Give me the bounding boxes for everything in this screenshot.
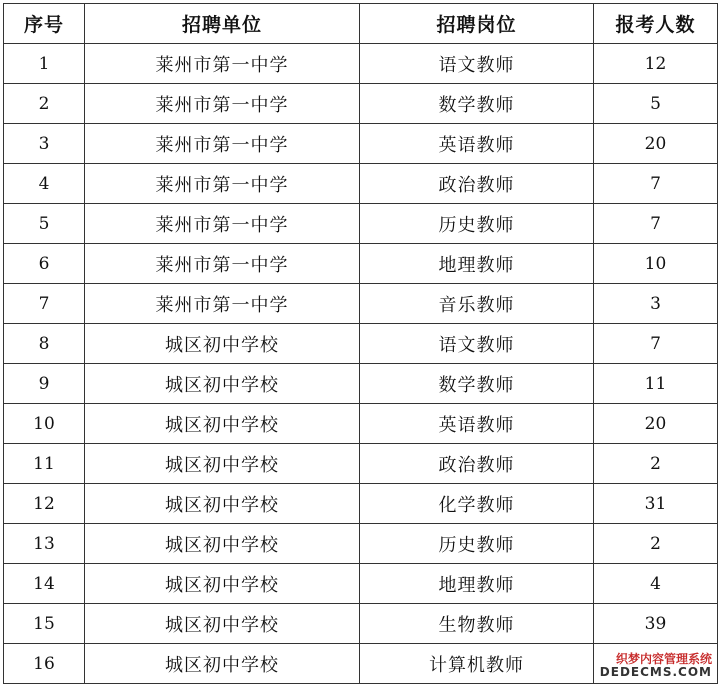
table-row (4, 164, 718, 204)
cell-recruiting-position: 历史教师 (360, 524, 594, 564)
table-row (4, 284, 718, 324)
cell-recruiting-unit: 莱州市第一中学 (85, 164, 360, 204)
cell-serial-number: 15 (4, 604, 85, 644)
cell-serial-number: 14 (4, 564, 85, 604)
cell-recruiting-position: 地理教师 (360, 244, 594, 284)
cell-recruiting-position: 计算机教师 (360, 644, 594, 684)
table-body (4, 44, 718, 684)
cell-applicant-count: 39 (594, 604, 718, 644)
cell-recruiting-unit: 城区初中学校 (85, 444, 360, 484)
table-row (4, 484, 718, 524)
cell-applicant-count: 31 (594, 484, 718, 524)
cell-serial-number: 10 (4, 404, 85, 444)
cell-applicant-count: 10 (594, 244, 718, 284)
header-recruiting-unit: 招聘单位 (85, 4, 360, 44)
cell-serial-number: 3 (4, 124, 85, 164)
cell-applicant-count: 5 (594, 84, 718, 124)
cell-recruiting-unit: 城区初中学校 (85, 604, 360, 644)
cell-applicant-count: 3 (594, 284, 718, 324)
cell-recruiting-position: 英语教师 (360, 404, 594, 444)
cell-recruiting-unit: 莱州市第一中学 (85, 44, 360, 84)
cell-serial-number: 5 (4, 204, 85, 244)
watermark-logo (600, 653, 712, 679)
cell-serial-number: 13 (4, 524, 85, 564)
table-row (4, 204, 718, 244)
cell-recruiting-position: 生物教师 (360, 604, 594, 644)
table-row (4, 84, 718, 124)
table-row (4, 444, 718, 484)
cell-applicant-count: 12 (594, 44, 718, 84)
cell-recruiting-position: 语文教师 (360, 324, 594, 364)
cell-applicant-count: 20 (594, 404, 718, 444)
cell-recruiting-unit: 莱州市第一中学 (85, 84, 360, 124)
cell-applicant-count: 20 (594, 124, 718, 164)
table-row (4, 124, 718, 164)
cell-serial-number: 16 (4, 644, 85, 684)
table-row (4, 324, 718, 364)
cell-recruiting-position: 地理教师 (360, 564, 594, 604)
cell-recruiting-unit: 莱州市第一中学 (85, 124, 360, 164)
cell-recruiting-unit: 城区初中学校 (85, 324, 360, 364)
table-row (4, 524, 718, 564)
cell-serial-number: 6 (4, 244, 85, 284)
table-row (4, 244, 718, 284)
cell-recruiting-unit: 莱州市第一中学 (85, 284, 360, 324)
cell-serial-number: 1 (4, 44, 85, 84)
cell-serial-number: 8 (4, 324, 85, 364)
cell-recruiting-unit: 城区初中学校 (85, 404, 360, 444)
table-row (4, 604, 718, 644)
cell-applicant-count: 2 (594, 524, 718, 564)
cell-applicant-count: 7 (594, 204, 718, 244)
cell-recruiting-position: 音乐教师 (360, 284, 594, 324)
cell-serial-number: 12 (4, 484, 85, 524)
table-row (4, 564, 718, 604)
cell-serial-number: 4 (4, 164, 85, 204)
cell-recruiting-position: 数学教师 (360, 364, 594, 404)
watermark-text-cn: 织梦内容管理系统 (615, 651, 712, 666)
watermark-text-en: DEDECMS.COM (599, 664, 712, 679)
table-row (4, 364, 718, 404)
table-row (4, 44, 718, 84)
cell-applicant-count: 2 (594, 444, 718, 484)
cell-recruiting-unit: 城区初中学校 (85, 364, 360, 404)
table-row (4, 404, 718, 444)
cell-recruiting-unit: 城区初中学校 (85, 564, 360, 604)
cell-recruiting-position: 语文教师 (360, 44, 594, 84)
header-serial-number: 序号 (4, 4, 85, 44)
cell-serial-number: 7 (4, 284, 85, 324)
cell-applicant-count: 11 (594, 364, 718, 404)
cell-applicant-count: 7 (594, 324, 718, 364)
cell-recruiting-unit: 城区初中学校 (85, 484, 360, 524)
table-header (4, 4, 718, 44)
recruitment-applicants-table (3, 3, 718, 684)
cell-recruiting-unit: 莱州市第一中学 (85, 244, 360, 284)
cell-recruiting-position: 化学教师 (360, 484, 594, 524)
header-recruiting-position: 招聘岗位 (360, 4, 594, 44)
cell-recruiting-unit: 城区初中学校 (85, 524, 360, 564)
cell-recruiting-position: 历史教师 (360, 204, 594, 244)
cell-recruiting-position: 数学教师 (360, 84, 594, 124)
header-applicant-count: 报考人数 (594, 4, 718, 44)
cell-recruiting-position: 政治教师 (360, 444, 594, 484)
cell-applicant-count: 4 (594, 564, 718, 604)
cell-recruiting-unit: 莱州市第一中学 (85, 204, 360, 244)
cell-recruiting-unit: 城区初中学校 (85, 644, 360, 684)
cell-applicant-count: 7 (594, 164, 718, 204)
cell-serial-number: 2 (4, 84, 85, 124)
cell-recruiting-position: 政治教师 (360, 164, 594, 204)
cell-recruiting-position: 英语教师 (360, 124, 594, 164)
cell-serial-number: 11 (4, 444, 85, 484)
cell-serial-number: 9 (4, 364, 85, 404)
header-row (4, 4, 718, 44)
